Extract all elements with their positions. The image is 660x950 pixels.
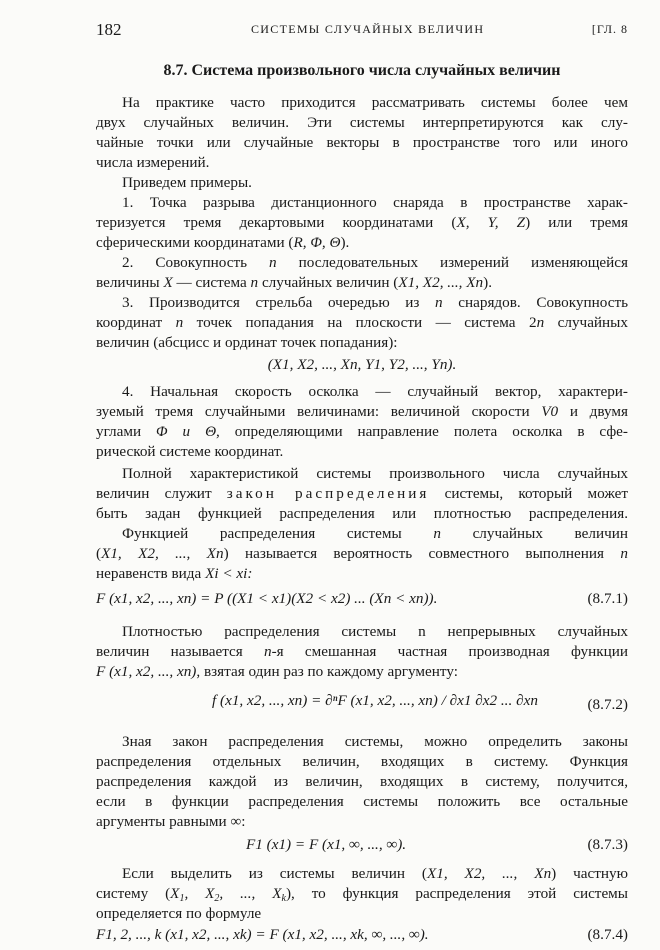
text-line: если в функции распределения системы положить все остальные (96, 793, 628, 810)
math-inline: Xi < xi: (205, 565, 253, 582)
math-inline: R, Φ, Θ (293, 234, 341, 251)
math-inline: n (620, 545, 628, 562)
text-line: На практике часто приходится рассматривать системы более чем (122, 94, 628, 111)
text-span: ) частную (551, 865, 628, 882)
text-line (96, 233, 628, 253)
text-line: Плотностью распределения системы n непрерывных случайных (122, 623, 628, 640)
math-inline: n (175, 314, 184, 331)
text-span: систему ( (96, 885, 171, 902)
book-page (96, 0, 628, 950)
equation-8-7-2 (96, 688, 628, 722)
text-span: Если выделить из системы величин ( (122, 865, 427, 882)
text-line (96, 642, 628, 662)
text-span: снарядов. Совокупность (442, 294, 629, 311)
text-span: называется вероятность совместного выполнения (228, 545, 621, 562)
math-inline: X1, X2, ..., Xn (426, 865, 552, 882)
text-span: точек попадания на плоскости — система 2 (183, 314, 537, 331)
equation-body: F1 (x1) = F (x1, ∞, ..., ∞). (246, 836, 407, 853)
equation-body: f (x1, x2, ..., xn) = ∂ⁿF (x1, x2, ..., xn) / ∂x1 ∂x2 ... ∂xn (212, 692, 538, 709)
text-line (96, 524, 628, 544)
text-line: числа измерений. (96, 154, 210, 171)
text-line: распределения отдельных величин, входящих в систему. Функция (96, 753, 628, 770)
text-span: углами (96, 423, 157, 440)
equation-number: (8.7.2) (587, 696, 628, 713)
math-inline: Φ и Θ (156, 423, 217, 440)
text-span: , взятая один раз по каждому аргументу: (196, 663, 458, 680)
running-title: СИСТЕМЫ СЛУЧАЙНЫХ ВЕЛИЧИН (251, 22, 485, 36)
math-inline: F (x1, x2, ..., xn) (96, 663, 197, 680)
text-line (96, 253, 628, 273)
text-span: 2. Совокупность (122, 254, 270, 271)
math-inline: n (264, 643, 272, 660)
text-line: 4. Начальная скорость осколка — случайный вектор, характери- (122, 383, 628, 400)
equation-body: F (x1, x2, ..., xn) = P ((X1 < x1)(X2 < x2) ... (Xn < xn)). (96, 590, 438, 607)
text-line: аргументы равными ∞: (96, 813, 246, 830)
text-line: Приведем примеры. (122, 174, 252, 191)
equation-number: (8.7.1) (587, 590, 628, 607)
text-span: сферическими координатами ( (96, 234, 294, 251)
text-line (96, 213, 628, 233)
text-line (96, 293, 628, 313)
text-span: ). (340, 234, 350, 251)
math-inline: X (163, 274, 173, 291)
text-span: величин называется (96, 643, 265, 660)
text-span: — система (172, 274, 251, 291)
text-span: и двумя (558, 403, 628, 420)
equation-number: (8.7.4) (587, 926, 628, 943)
text-span: -я смешанная частная производная функции (271, 643, 628, 660)
equation-8-7-4 (96, 926, 628, 950)
text-line: быть задан функцией распределения или плотностью распределения. (96, 505, 628, 522)
text-span: случайных (544, 314, 628, 331)
math-inline: V0 (541, 403, 559, 420)
equation-body: F1, 2, ..., k (x1, x2, ..., xk) = F (x1, x2, ..., xk, ∞, ..., ∞). (96, 926, 429, 943)
text-span: Функцией распределения системы (122, 525, 434, 542)
text-span: ( (96, 545, 102, 562)
text-line (96, 864, 628, 884)
text-span: координат (96, 314, 176, 331)
text-line (96, 662, 628, 682)
text-span: случайных величин ( (258, 274, 399, 291)
math-inline: n (250, 274, 259, 291)
text-span: последовательных измерений изменяющейся (276, 254, 628, 271)
chapter-label: [ГЛ. 8 (591, 22, 628, 36)
display-formula (96, 355, 628, 375)
math-inline: n (536, 314, 545, 331)
section-title: 8.7. Система произвольного числа случайных величин (163, 62, 561, 79)
text-line: рической системе координат. (96, 443, 284, 460)
math-inline: X1, X2, ..., Xn (101, 545, 224, 562)
emphasis-spaced: закон распределения (226, 485, 430, 502)
text-span: зуемый тремя случайными величинами: величиной скорости (96, 403, 542, 420)
equation-number: (8.7.3) (587, 836, 628, 853)
text-line (96, 313, 628, 333)
text-line (96, 402, 628, 422)
text-line (96, 273, 628, 293)
text-line (96, 564, 628, 584)
text-line: распределения каждой из величин, входящих в систему, получится, (96, 773, 628, 790)
text-line (96, 544, 628, 564)
text-span: системы, который может (429, 485, 628, 502)
text-span: неравенств вида (96, 565, 206, 582)
math-inline: X1, X2, ..., Xn (398, 274, 484, 291)
text-line (96, 422, 628, 442)
text-line: величин (абсцисс и ординат точек попадания): (96, 334, 398, 351)
text-line: Зная закон распределения системы, можно определить законы (122, 733, 628, 750)
math-inline: $X_1$, $X_2$, ..., $X_k$ (170, 885, 286, 904)
text-line (96, 484, 628, 504)
text-line: двух случайных величин. Эти системы интерпретируются как слу- (96, 114, 628, 131)
math-inline: X, Y, Z (456, 214, 526, 231)
text-span: ) (223, 545, 229, 562)
text-span: величин служит (96, 485, 227, 502)
text-span: случайных величин (440, 525, 628, 542)
equation-8-7-3 (96, 836, 628, 860)
text-line (96, 884, 628, 904)
text-line: 1. Точка разрыва дистанционного снаряда в пространстве харак- (122, 194, 628, 211)
text-span: ), то функция распределения этой системы (285, 885, 629, 902)
text-span: 3. Производится стрельба очередью из (122, 294, 436, 311)
math-inline: n (269, 254, 277, 271)
text-line: Полной характеристикой системы произвольного числа случайных (122, 465, 628, 482)
text-line: чайные точки или случайные векторы в пространстве того или иного (96, 134, 628, 151)
running-header (96, 20, 628, 40)
math-display: (X1, X2, ..., Xn, Y1, Y2, ..., Yn). (267, 356, 457, 373)
text-line: определяется по формуле (96, 905, 262, 922)
equation-8-7-1 (96, 590, 628, 614)
math-inline: n (433, 525, 441, 542)
text-span: , определяющими направление полета осколка в сфе- (216, 423, 628, 440)
math-inline: n (435, 294, 443, 311)
text-span: ) или тремя (525, 214, 628, 231)
text-span: величины (96, 274, 164, 291)
text-span: ). (483, 274, 493, 291)
text-span: теризуется тремя декартовыми координатами ( (96, 214, 457, 231)
page-number: 182 (96, 20, 122, 39)
